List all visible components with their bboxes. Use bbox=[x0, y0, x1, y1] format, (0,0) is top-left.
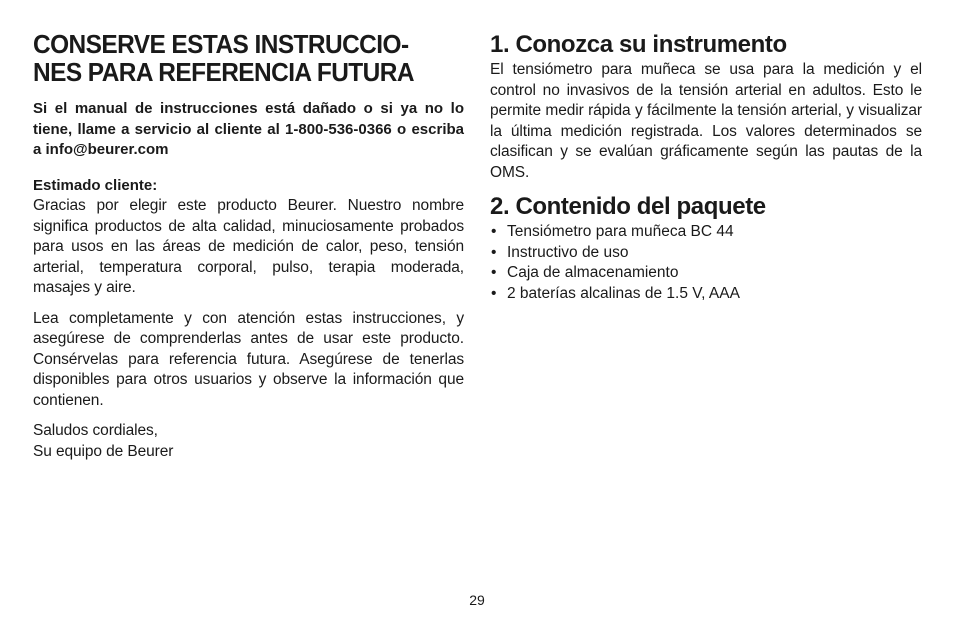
list-item-text: Caja de almacenamiento bbox=[507, 264, 679, 281]
greeting: Estimado cliente: bbox=[33, 176, 158, 194]
list-item bbox=[490, 222, 922, 243]
bullet-icon: • bbox=[491, 284, 497, 302]
section-2-title: 2. Contenido del paquete bbox=[490, 193, 766, 220]
right-column bbox=[490, 30, 922, 304]
bullet-icon: • bbox=[491, 243, 497, 261]
list-item bbox=[490, 263, 922, 284]
main-title bbox=[33, 30, 465, 86]
left-column bbox=[33, 30, 464, 462]
main-title-line-1: CONSERVE ESTAS INSTRUCCIO- bbox=[33, 29, 409, 59]
list-item-text: Tensiómetro para muñeca BC 44 bbox=[507, 223, 734, 240]
closing-line-1: Saludos cordiales, bbox=[33, 422, 158, 439]
bullet-icon: • bbox=[491, 223, 497, 240]
package-contents-list bbox=[490, 222, 922, 304]
page-number: 29 bbox=[469, 592, 485, 608]
instructions-paragraph: Lea completamente y con atención estas instrucciones, y asegúrese de comprenderlas antes de usar este producto. Consérvelas para referencia futura. Asegúrese de tenerlas disponibles para otros usuarios y observe la información que contienen. bbox=[33, 309, 464, 409]
list-item bbox=[490, 243, 922, 264]
closing bbox=[33, 421, 464, 462]
list-item-text: Instructivo de uso bbox=[507, 243, 629, 261]
intro-paragraph: Gracias por elegir este producto Beurer. Nuestro nombre significa productos de alta calidad, minuciosamente probados para usos en las áreas de medición de calor, peso, tensión arterial, temperatura corporal, pulso, terapia moderada, masajes y aire. bbox=[33, 197, 464, 296]
section-1-text: El tensiómetro para muñeca se usa para la medición y el control no invasivos de la tensión arterial en adultos. Esto le permite medir rápida y fácilmente la tensión arterial, y visualizar la última medición registrada. Los valores determinados se clasifican y se evalúan gráficamente según las pautas de la OMS. bbox=[490, 61, 922, 181]
main-title-line-2: NES PARA REFERENCIA FUTURA bbox=[33, 57, 414, 87]
warning-notice: Si el manual de instrucciones está dañado o si ya no lo tiene, llame a servicio al cliente al 1-800-536-0366 o escriba a info@beurer.com bbox=[33, 100, 464, 158]
list-item bbox=[490, 284, 922, 305]
bullet-icon: • bbox=[491, 264, 497, 281]
list-item-text: 2 baterías alcalinas de 1.5 V, AAA bbox=[507, 284, 740, 302]
closing-line-2: Su equipo de Beurer bbox=[33, 442, 174, 460]
section-1-title: 1. Conozca su instrumento bbox=[490, 31, 787, 58]
